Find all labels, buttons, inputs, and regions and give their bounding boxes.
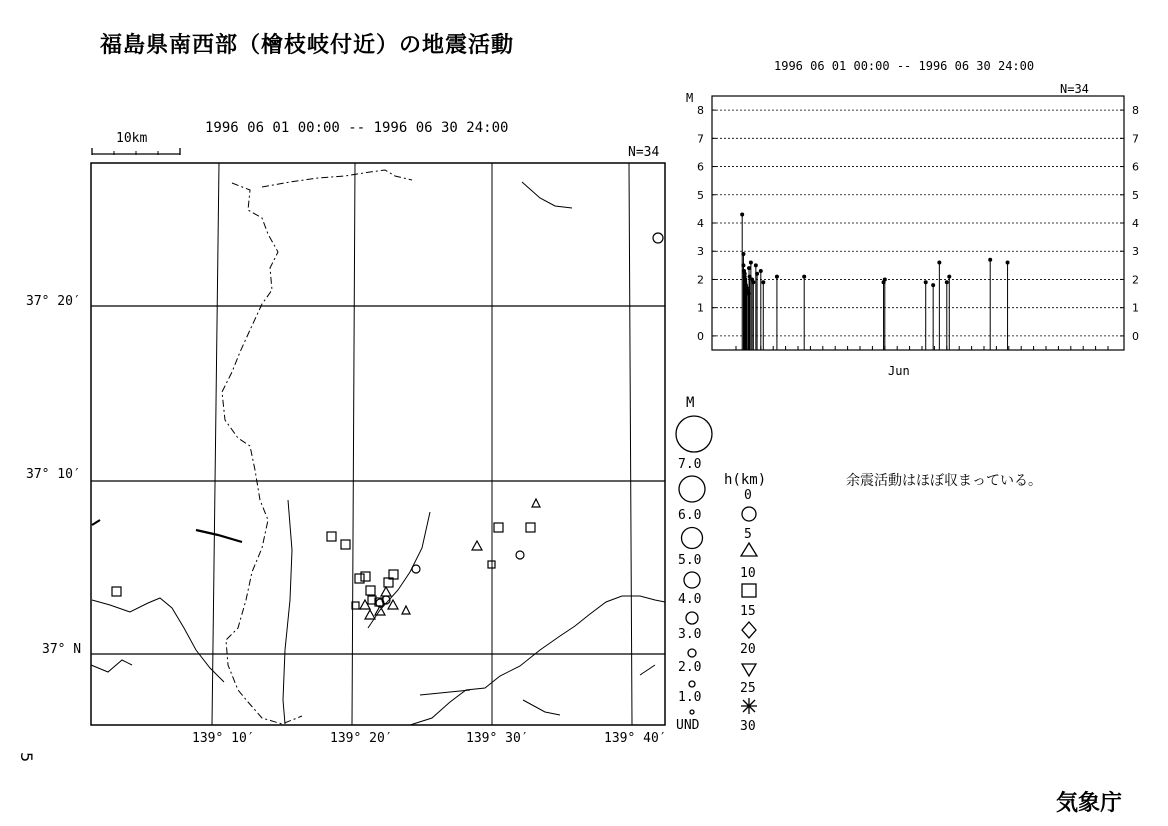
magnitude-label-3: 3.0 <box>678 627 702 642</box>
depth-label-25: 25 <box>740 681 756 696</box>
epicenter-square <box>355 574 364 583</box>
circle-icon <box>742 507 756 521</box>
epicenter-square <box>494 523 503 532</box>
y-tick-label-right: 6 <box>1132 160 1139 174</box>
y-tick-label-right: 3 <box>1132 245 1139 259</box>
depth-label-0: 0 <box>744 488 752 503</box>
y-tick-label-left: 0 <box>697 329 704 343</box>
prefecture-boundary <box>222 183 302 724</box>
boundary-line-se <box>410 596 665 725</box>
depth-legend <box>738 500 764 720</box>
depth-label-30: 30 <box>740 719 756 734</box>
magnitude-label-7: 7.0 <box>678 457 702 472</box>
epicenter-triangle <box>365 610 375 619</box>
event-point <box>741 252 745 256</box>
epicenter-square <box>341 540 350 549</box>
active-fault-w <box>196 530 242 542</box>
active-fault-w2 <box>92 520 100 525</box>
magnitude-circle-4 <box>684 572 700 588</box>
epicenter-triangle <box>381 587 391 596</box>
prefecture-boundary-north <box>262 170 412 187</box>
event-point <box>988 258 992 262</box>
magnitude-circle-3 <box>686 612 698 624</box>
magnitude-circle-1 <box>689 681 695 687</box>
epicenter-triangle <box>472 541 482 550</box>
event-point <box>749 261 753 265</box>
event-point <box>1006 261 1010 265</box>
activity-note: 余震活動はほぼ収まっている。 <box>846 473 1042 489</box>
map-frame <box>91 163 665 725</box>
event-point <box>802 275 806 279</box>
lat-label-37-20: 37° 20′ <box>26 294 81 309</box>
magnitude-circle-2 <box>688 649 696 657</box>
y-tick-label-left: 8 <box>697 104 704 118</box>
event-point <box>883 277 887 281</box>
magnitude-circle-und <box>690 710 694 714</box>
epicenter-square <box>526 523 535 532</box>
agency-label: 気象庁 <box>1056 791 1123 816</box>
event-point <box>755 272 759 276</box>
magnitude-label-1: 1.0 <box>678 690 702 705</box>
depth-label-15: 15 <box>740 604 756 619</box>
scale-label: 10km <box>116 131 148 146</box>
y-tick-label-left: 2 <box>697 273 704 287</box>
event-point <box>931 283 935 287</box>
y-tick-label-left: 5 <box>697 188 704 202</box>
river-line <box>283 500 292 724</box>
event-point <box>761 280 765 284</box>
y-tick-label-right: 5 <box>1132 188 1139 202</box>
epicenter-circle <box>653 233 663 243</box>
event-point <box>751 280 755 284</box>
lon-label-139-20: 139° 20′ <box>330 731 393 746</box>
epicenter-circle <box>412 565 420 573</box>
magnitude-label-und: UND <box>676 718 700 733</box>
boundary-line-se3 <box>523 700 560 715</box>
asterisk-icon <box>741 698 757 714</box>
page-title: 福島県南西部（檜枝岐付近）の地震活動 <box>100 33 515 58</box>
diamond-icon <box>742 622 756 638</box>
event-point <box>947 275 951 279</box>
triangle-icon <box>741 543 757 556</box>
epicenter-square <box>112 587 121 596</box>
event-point <box>740 213 744 217</box>
y-tick-label-right: 7 <box>1132 132 1139 146</box>
y-tick-label-right: 1 <box>1132 301 1139 315</box>
square-icon <box>742 584 756 597</box>
grid-lon-139-10 <box>212 163 219 725</box>
y-tick-label-left: 1 <box>697 301 704 315</box>
lon-label-139-40: 139° 40′ <box>604 731 667 746</box>
epicenter-square <box>327 532 336 541</box>
event-point <box>741 263 745 267</box>
event-point <box>754 263 758 267</box>
boundary-line-ne <box>522 182 572 208</box>
page-number: 5 <box>17 752 36 763</box>
grid-lon-139-40 <box>629 163 632 725</box>
event-point <box>937 261 941 265</box>
epicenter-square <box>366 586 375 595</box>
lat-label-37-00: 37° N <box>42 642 82 657</box>
y-tick-label-left: 7 <box>697 132 704 146</box>
epicenter-markers <box>112 233 663 619</box>
magnitude-label-5: 5.0 <box>678 553 702 568</box>
chart-ylabel: M <box>686 91 694 105</box>
epicenter-triangle <box>402 606 410 614</box>
magnitude-label-2: 2.0 <box>678 660 702 675</box>
boundary-line-sw2 <box>91 660 132 672</box>
magnitude-circle-7 <box>676 416 712 452</box>
magnitude-label-4: 4.0 <box>678 592 702 607</box>
grid-lon-139-20 <box>352 163 355 725</box>
epicenter-triangle <box>532 499 540 507</box>
epicenter-circle <box>516 551 524 559</box>
event-point <box>759 269 763 273</box>
chart-xlabel: Jun <box>888 364 910 378</box>
depth-label-5: 5 <box>744 527 752 542</box>
event-point <box>945 280 949 284</box>
y-tick-label-right: 2 <box>1132 273 1139 287</box>
y-tick-label-right: 0 <box>1132 329 1139 343</box>
boundary-line-e <box>640 665 655 675</box>
map-count: N=34 <box>628 145 660 160</box>
magnitude-label-6: 6.0 <box>678 508 702 523</box>
y-tick-label-left: 3 <box>697 245 704 259</box>
lon-label-139-30: 139° 30′ <box>466 731 529 746</box>
magnitude-circle-6 <box>679 476 705 502</box>
magnitude-time-chart <box>680 90 1160 370</box>
epicenter-square <box>361 572 370 581</box>
lon-label-139-10: 139° 10′ <box>192 731 255 746</box>
depth-legend-title: h(km) <box>724 472 767 488</box>
event-point <box>924 280 928 284</box>
inverted-triangle-icon <box>742 664 756 676</box>
event-point <box>775 275 779 279</box>
map-period: 1996 06 01 00:00 -- 1996 06 30 24:00 <box>205 120 509 136</box>
magnitude-legend-title: M <box>686 395 695 411</box>
y-tick-label-right: 8 <box>1132 104 1139 118</box>
y-tick-label-left: 6 <box>697 160 704 174</box>
depth-label-20: 20 <box>740 642 756 657</box>
y-tick-label-left: 4 <box>697 217 704 230</box>
chart-period: 1996 06 01 00:00 -- 1996 06 30 24:00 <box>774 59 1035 73</box>
chart-count: N=34 <box>1060 82 1089 96</box>
depth-label-10: 10 <box>740 566 756 581</box>
magnitude-circle-5 <box>682 528 703 549</box>
y-tick-label-right: 4 <box>1132 217 1139 230</box>
lat-label-37-10: 37° 10′ <box>26 467 81 482</box>
